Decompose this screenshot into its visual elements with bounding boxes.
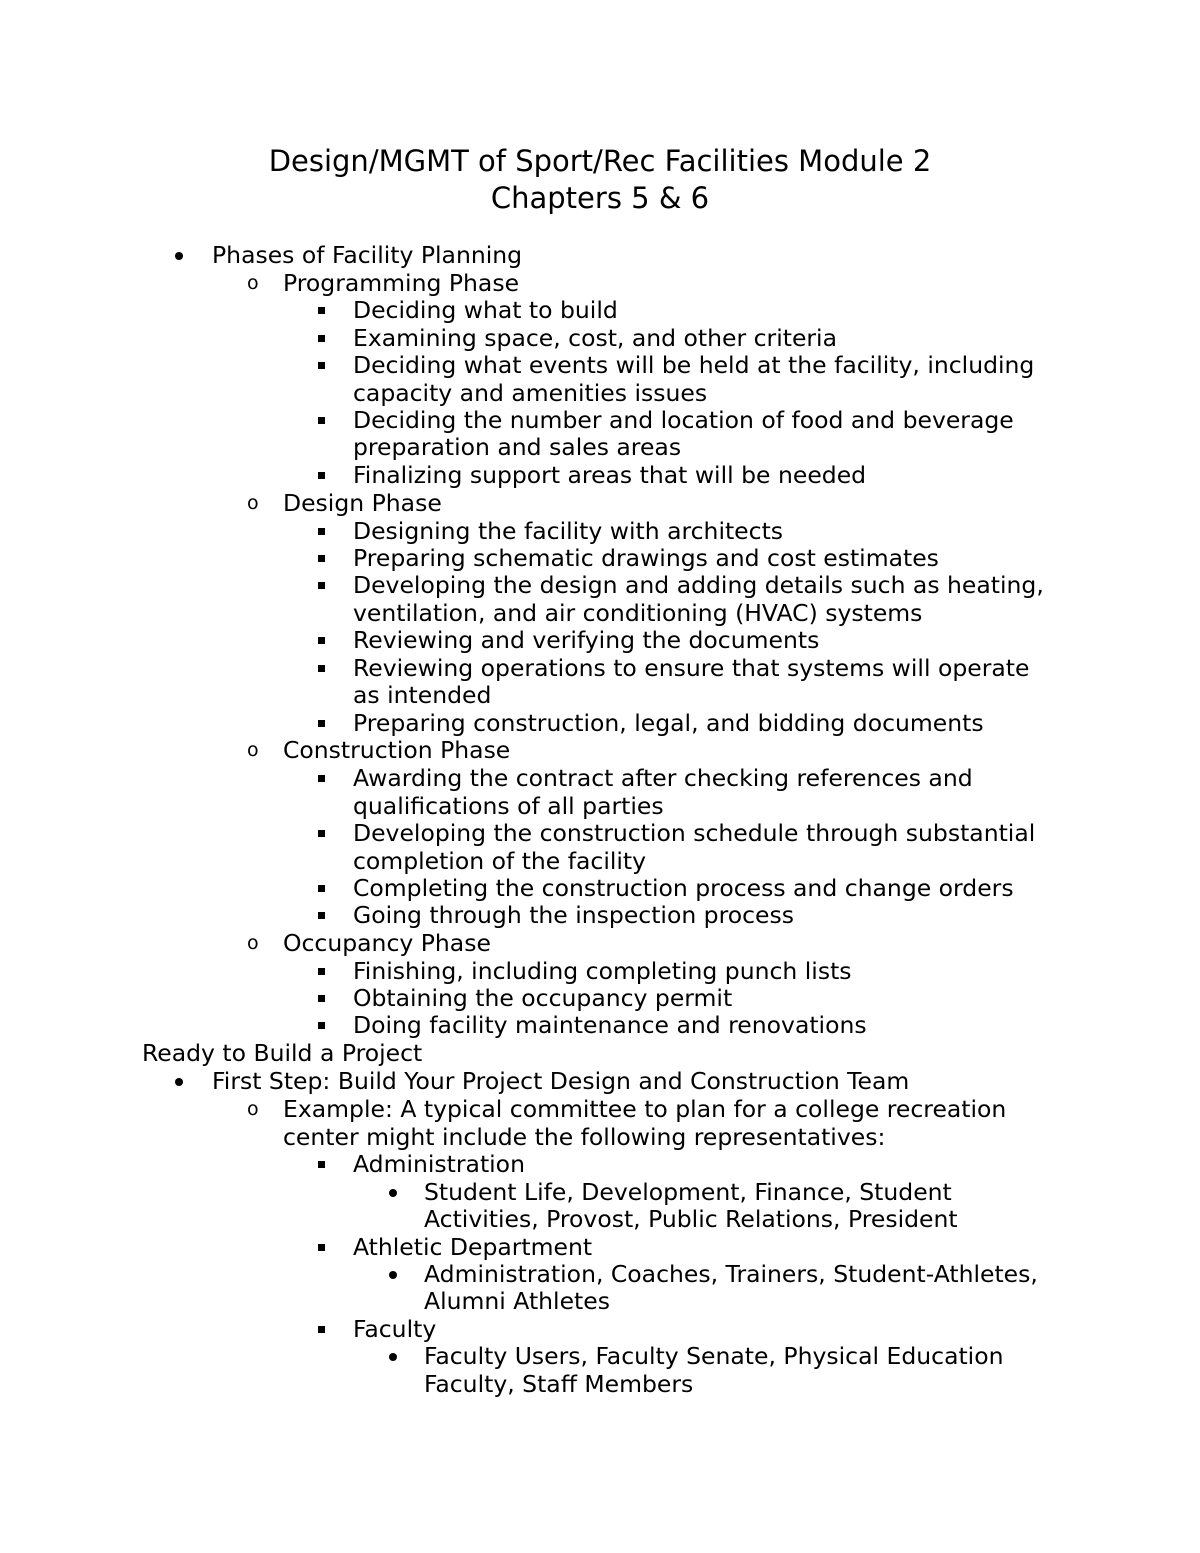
bullet-square — [318, 720, 325, 727]
list-item-continuation: as intended — [353, 681, 492, 709]
phase-label-design: Design Phase — [283, 489, 442, 517]
bullet-dot — [175, 252, 183, 260]
bullet-square — [318, 362, 325, 369]
list-item: Developing the construction schedule through substantial — [353, 819, 1036, 847]
bullet-ring: o — [247, 932, 259, 954]
bullet-square — [318, 335, 325, 342]
bullet-square — [318, 995, 325, 1002]
list-item: Doing facility maintenance and renovations — [353, 1011, 867, 1039]
bullet-square — [318, 885, 325, 892]
committee-members: Student Life, Development, Finance, Student — [424, 1178, 952, 1206]
committee-members: Faculty Users, Faculty Senate, Physical Education — [424, 1342, 1004, 1370]
list-item: Designing the facility with architects — [353, 517, 784, 545]
list-item: Deciding what to build — [353, 296, 618, 324]
bullet-square — [318, 775, 325, 782]
list-item-continuation: completion of the facility — [353, 847, 647, 875]
list-item: Awarding the contract after checking references and — [353, 764, 973, 792]
bullet-ring: o — [247, 492, 259, 514]
bullet-ring: o — [247, 739, 259, 761]
bullet-square — [318, 830, 325, 837]
list-item: Going through the inspection process — [353, 901, 794, 929]
list-item-continuation: ventilation, and air conditioning (HVAC) systems — [353, 599, 923, 627]
bullet-ring: o — [247, 272, 259, 294]
committee-members: Administration, Coaches, Trainers, Student-Athletes, — [424, 1260, 1038, 1288]
committee-members-continuation: Faculty, Staff Members — [424, 1370, 694, 1398]
list-item: Preparing schematic drawings and cost estimates — [353, 544, 939, 572]
phase-label-construction: Construction Phase — [283, 736, 511, 764]
bullet-square — [318, 1326, 325, 1333]
document-title: Design/MGMT of Sport/Rec Facilities Module 2 — [268, 144, 932, 178]
phase-label-programming: Programming Phase — [283, 269, 520, 297]
bullet-square — [318, 307, 325, 314]
bullet-square — [318, 555, 325, 562]
list-item: Obtaining the occupancy permit — [353, 984, 733, 1012]
list-item-continuation: capacity and amenities issues — [353, 379, 708, 407]
list-item: Deciding the number and location of food and beverage — [353, 406, 1014, 434]
list-item-continuation: preparation and sales areas — [353, 433, 682, 461]
committee-faculty: Faculty — [353, 1315, 437, 1343]
bullet-square — [318, 417, 325, 424]
first-step: First Step: Build Your Project Design and Construction Team — [212, 1067, 910, 1095]
bullet-dot — [389, 1189, 397, 1197]
bullet-square — [318, 1022, 325, 1029]
bullet-square — [318, 528, 325, 535]
list-item: Examining space, cost, and other criteria — [353, 324, 837, 352]
list-item: Completing the construction process and change orders — [353, 874, 1014, 902]
committee-members-continuation: Activities, Provost, Public Relations, President — [424, 1205, 958, 1233]
phase-label-occupancy: Occupancy Phase — [283, 929, 491, 957]
section-heading-ready: Ready to Build a Project — [142, 1039, 423, 1067]
bullet-dot — [175, 1078, 183, 1086]
list-item-continuation: qualifications of all parties — [353, 792, 664, 820]
committee-members-continuation: Alumni Athletes — [424, 1287, 610, 1315]
bullet-square — [318, 472, 325, 479]
list-item: Preparing construction, legal, and bidding documents — [353, 709, 984, 737]
list-item: Finishing, including completing punch lists — [353, 957, 852, 985]
bullet-dot — [389, 1271, 397, 1279]
list-item: Finalizing support areas that will be needed — [353, 461, 867, 489]
committee-athletic: Athletic Department — [353, 1233, 593, 1261]
committee-administration: Administration — [353, 1150, 525, 1178]
bullet-square — [318, 582, 325, 589]
document-subtitle: Chapters 5 & 6 — [490, 181, 710, 215]
bullet-square — [318, 912, 325, 919]
bullet-dot — [389, 1353, 397, 1361]
section-heading-phases: Phases of Facility Planning — [212, 241, 523, 269]
list-item: Deciding what events will be held at the facility, including — [353, 351, 1035, 379]
bullet-ring: o — [247, 1098, 259, 1120]
bullet-square — [318, 1244, 325, 1251]
list-item: Reviewing operations to ensure that systems will operate — [353, 654, 1030, 682]
bullet-square — [318, 665, 325, 672]
example-text: Example: A typical committee to plan for a college recreation — [283, 1095, 1007, 1123]
list-item: Reviewing and verifying the documents — [353, 626, 820, 654]
list-item: Developing the design and adding details such as heating, — [353, 571, 1044, 599]
bullet-square — [318, 968, 325, 975]
example-text-continuation: center might include the following representatives: — [283, 1123, 886, 1151]
bullet-square — [318, 637, 325, 644]
bullet-square — [318, 1161, 325, 1168]
